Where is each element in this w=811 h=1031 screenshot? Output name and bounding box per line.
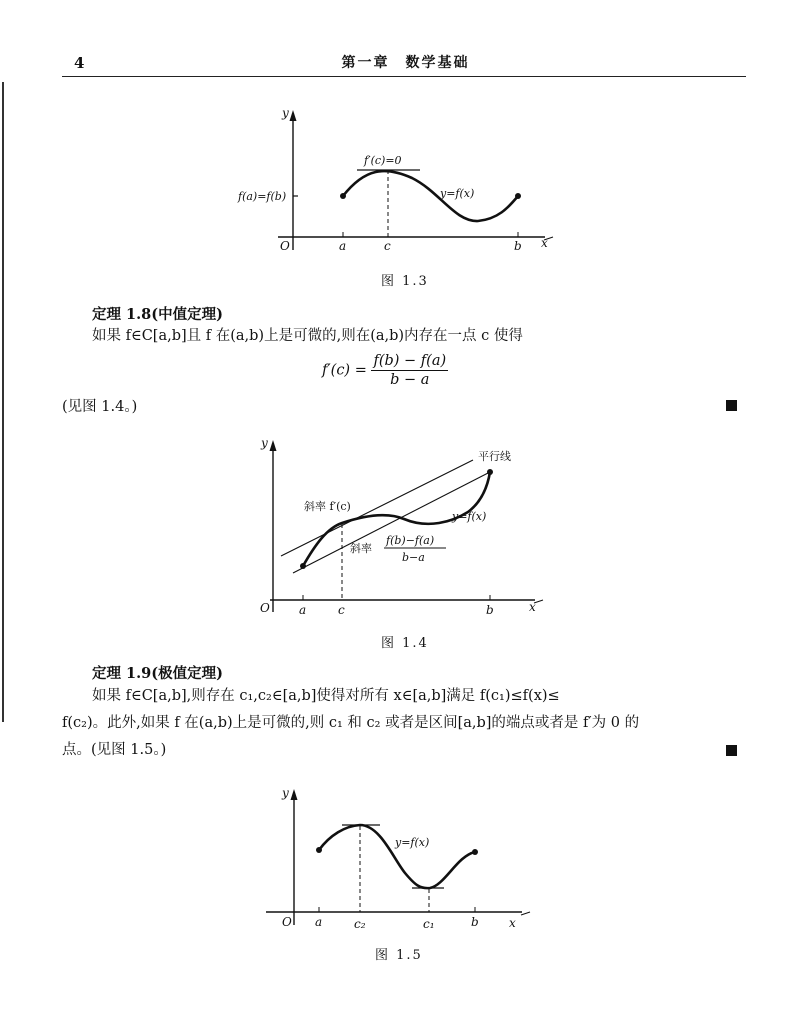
slope-prefix-label: 斜率 [350,542,372,555]
chapter-title: 第一章 数学基础 [341,55,470,71]
scan-edge-bar [2,82,4,722]
theorem-line-1: 如果 f∈C[a,b],则存在 c₁,c₂∈[a,b]使得对所有 x∈[a,b]满足 f(c₁)≤f(x)≤ [92,688,560,704]
x-label: x [509,916,516,930]
formula [322,352,448,389]
fa-fb-label: f(a)=f(b) [238,190,287,203]
y-label: y [282,106,289,120]
origin-label: O [282,915,292,929]
theorem-line-2: f(c₂)。此外,如果 f 在(a,b)上是可微的,则 c₁ 和 c₂ 或者是区间[a,b]的端点或者是 f′为 0 的 [62,715,640,731]
point-a [340,193,346,199]
y-label: y [261,436,268,450]
y-arrow [291,789,298,800]
b-label: b [471,915,479,929]
y-arrow [290,110,297,121]
formula-denominator: b − a [390,372,430,388]
a-label: a [315,915,323,929]
formula-lhs: f′(c) = [322,362,367,379]
figure-1-3 [230,100,570,260]
theorem-heading: 定理 1.8(中值定理) [92,306,223,323]
c2-label: c₂ [354,917,366,931]
a-label: a [299,603,307,617]
y-arrow [270,440,277,451]
c-label: c [384,239,391,253]
slope-numerator: f(b)−f(a) [386,534,435,547]
figure-1-5 [255,775,545,935]
formula-numerator: f(b) − f(a) [373,353,447,369]
b-label: b [514,239,522,253]
x-label: x [529,600,536,614]
parallel-label: 平行线 [478,450,511,463]
curve [343,171,518,221]
point-b [487,469,493,475]
theorem-heading: 定理 1.9(极值定理) [92,665,223,682]
qed-mark [726,400,737,411]
b-label: b [486,603,494,617]
a-label: a [339,239,347,253]
slope-fc-label: 斜率 f′(c) [304,500,351,513]
header-rule [62,76,746,77]
curve-label: y=f(x) [452,510,487,523]
point-b [472,849,478,855]
slope-denominator: b−a [402,551,425,564]
figure-caption: 图 1.5 [375,948,423,963]
point-a [316,847,322,853]
theorem-line-3: 点。(见图 1.5。) [62,742,167,758]
x-label: x [541,236,548,250]
page-number: 4 [74,54,85,72]
figure-1-4 [255,430,555,620]
qed-mark [726,745,737,756]
origin-label: O [280,239,290,253]
tangent-label: f′(c)=0 [364,154,402,167]
figure-caption: 图 1.4 [381,636,429,651]
point-b [515,193,521,199]
figure-caption: 图 1.3 [381,274,429,289]
origin-label: O [260,601,270,615]
theorem-statement: 如果 f∈C[a,b]且 f 在(a,b)上是可微的,则在(a,b)内存在一点 c 使得 [92,328,523,344]
point-a [300,563,306,569]
c-label: c [338,603,345,617]
curve-label: y=f(x) [395,836,430,849]
figure-reference: (见图 1.4。) [62,399,138,415]
curve [319,825,475,888]
c1-label: c₁ [423,917,435,931]
y-label: y [282,786,289,800]
formula-fraction [371,352,448,389]
curve-label: y=f(x) [440,187,475,200]
